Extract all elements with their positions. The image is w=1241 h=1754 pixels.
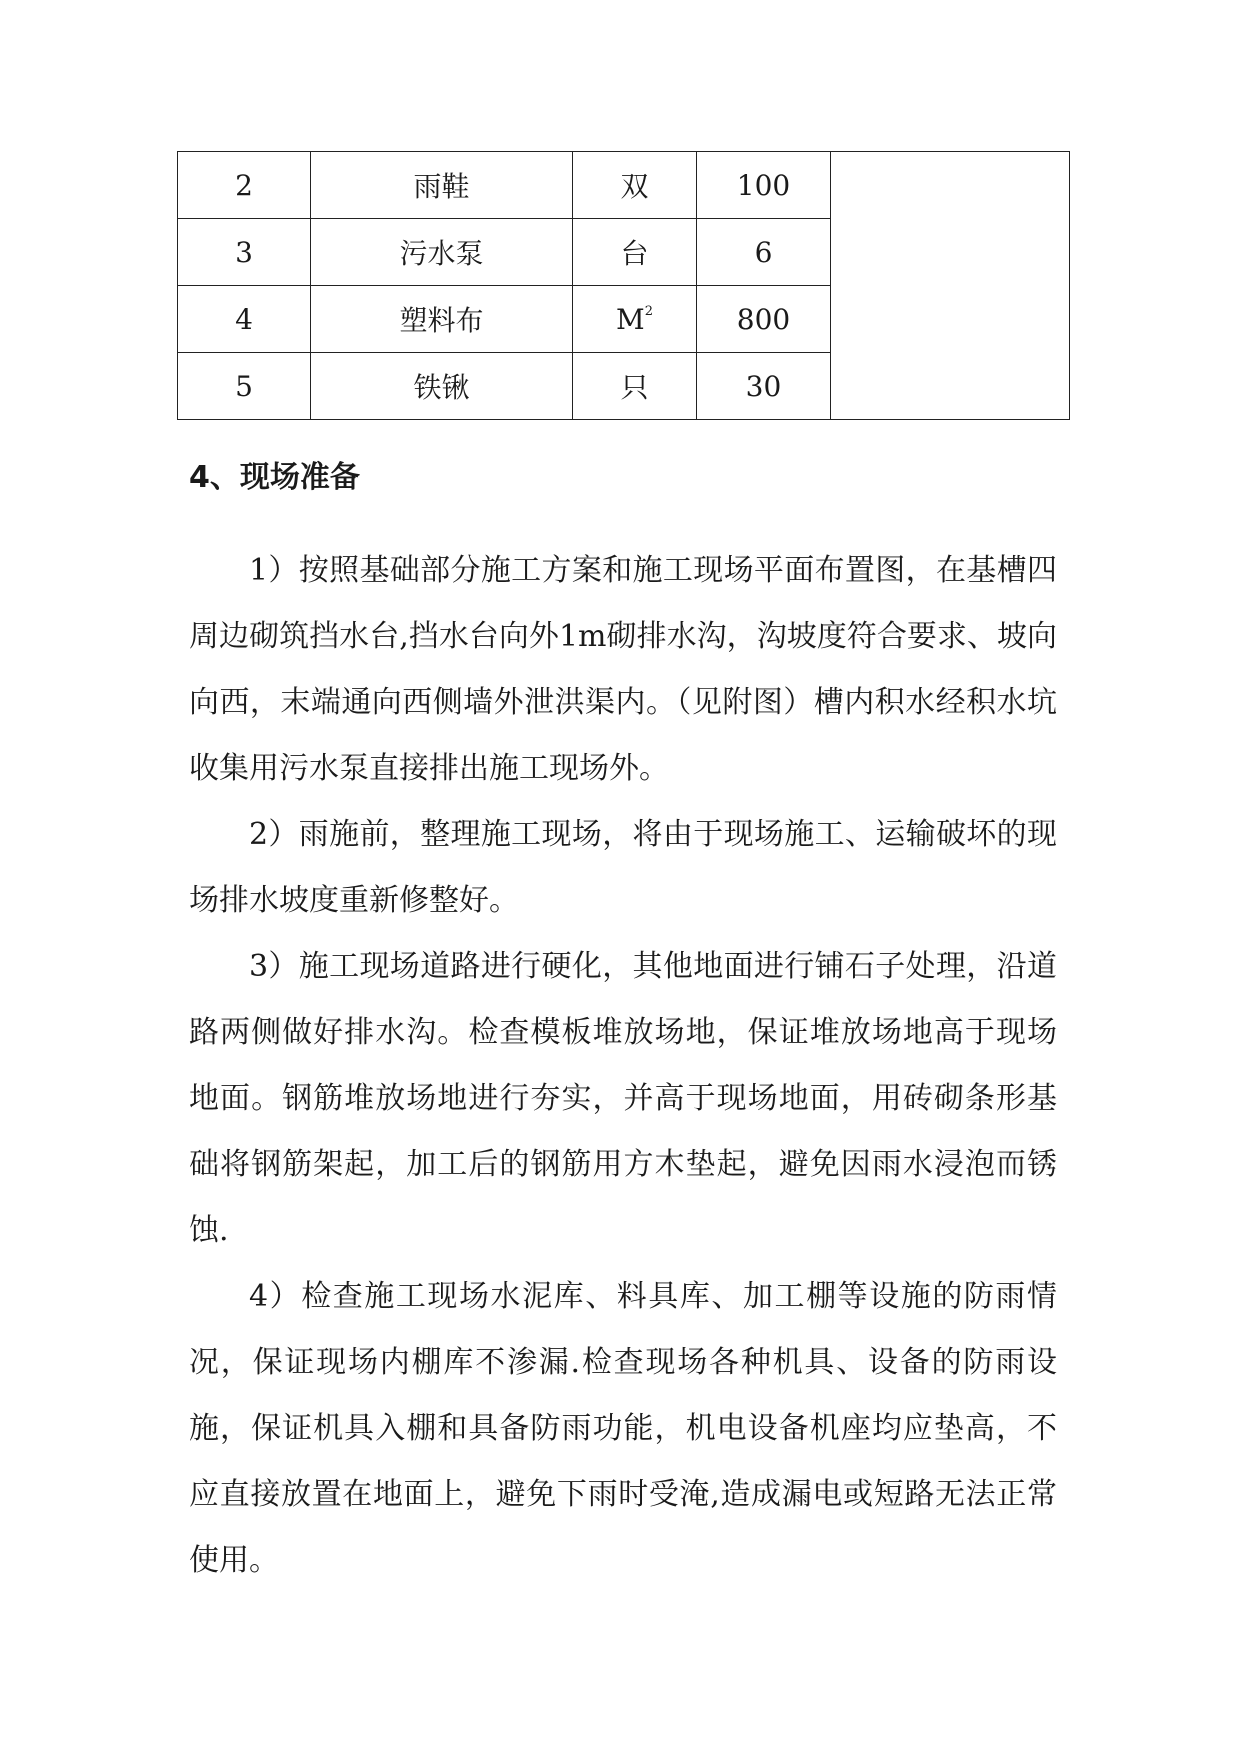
row-number: 5 bbox=[178, 353, 311, 420]
item-quantity: 800 bbox=[697, 286, 831, 353]
row-number: 2 bbox=[178, 152, 311, 219]
paragraph-4: 4）检查施工现场水泥库、料具库、加工棚等设施的防雨情况，保证现场内棚库不渗漏.检查现场各种机具、设备的防雨设施，保证机具入棚和具备防雨功能，机电设备机座均应垫高，不应直接放置在地面上，避免下雨时受淹,造成漏电或短路无法正常使用。 bbox=[189, 1279, 1057, 1578]
paragraph-3: 3）施工现场道路进行硬化，其他地面进行铺石子处理，沿道路两侧做好排水沟。检查模板堆放场地，保证堆放场地高于现场地面。钢筋堆放场地进行夯实，并高于现场地面，用砖砌条形基础将钢筋架起，加工后的钢筋用方木垫起，避免因雨水浸泡而锈蚀. bbox=[189, 949, 1057, 1248]
item-unit bbox=[573, 286, 697, 353]
item-quantity: 6 bbox=[697, 219, 831, 286]
materials-table bbox=[177, 151, 1070, 420]
item-unit: 双 bbox=[573, 152, 697, 219]
section-heading: 4、现场准备 bbox=[189, 460, 360, 495]
item-quantity: 30 bbox=[697, 353, 831, 420]
item-unit: 台 bbox=[573, 219, 697, 286]
item-unit: 只 bbox=[573, 353, 697, 420]
paragraph-1: 1）按照基础部分施工方案和施工现场平面布置图，在基槽四周边砌筑挡水台,挡水台向外1m砌排水沟，沟坡度符合要求、坡向向西，末端通向西侧墙外泄洪渠内。（见附图）槽内积水经积水坑收集用污水泵直接排出施工现场外。 bbox=[189, 553, 1057, 786]
item-name: 塑料布 bbox=[311, 286, 573, 353]
remark-cell bbox=[831, 152, 1070, 420]
unit-superscript: 2 bbox=[644, 303, 653, 319]
item-name: 铁锹 bbox=[311, 353, 573, 420]
table-row bbox=[178, 152, 1070, 219]
paragraph-2: 2）雨施前，整理施工现场，将由于现场施工、运输破坏的现场排水坡度重新修整好。 bbox=[189, 817, 1057, 918]
unit-base: M bbox=[616, 302, 645, 336]
item-quantity: 100 bbox=[697, 152, 831, 219]
row-number: 4 bbox=[178, 286, 311, 353]
item-name: 雨鞋 bbox=[311, 152, 573, 219]
row-number: 3 bbox=[178, 219, 311, 286]
item-name: 污水泵 bbox=[311, 219, 573, 286]
